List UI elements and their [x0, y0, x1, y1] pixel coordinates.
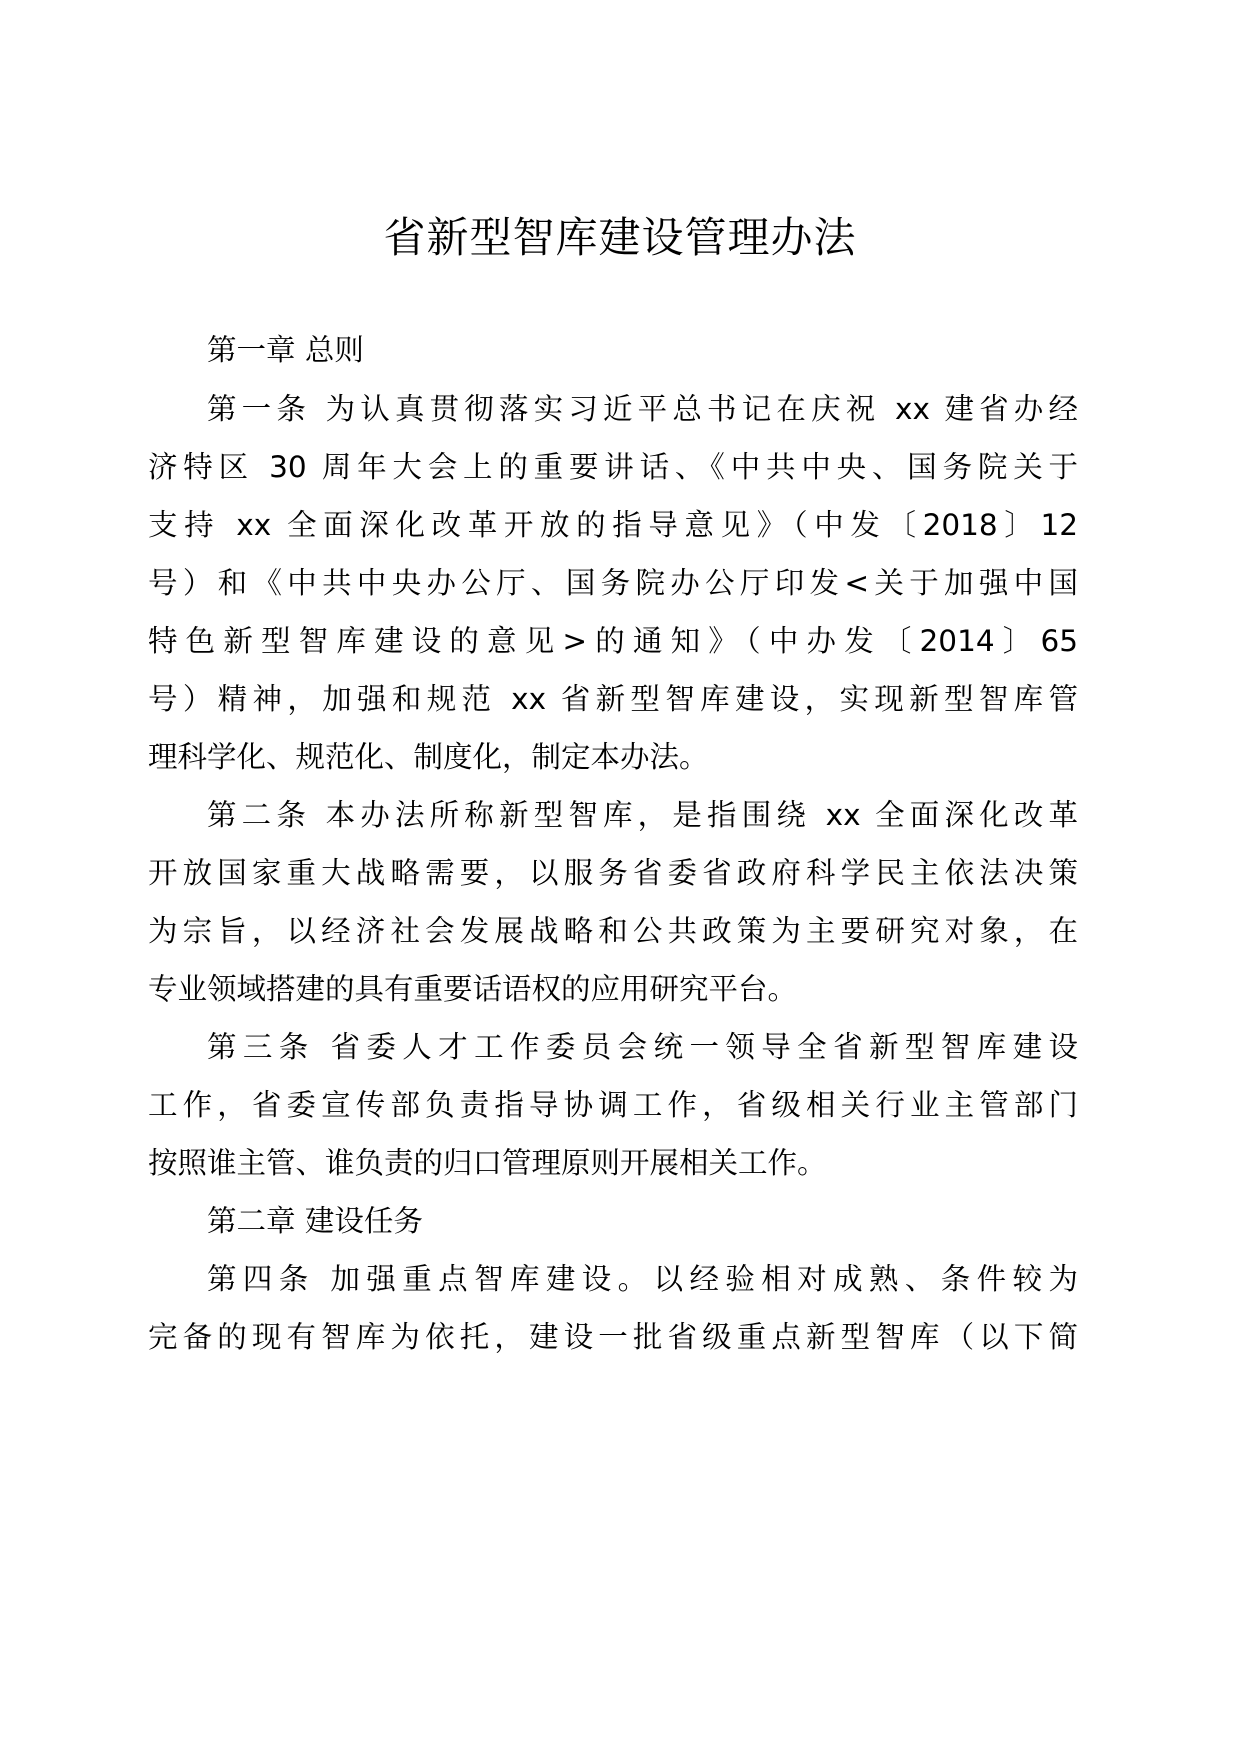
article-1-line-3: 支持 xx 全面深化改革开放的指导意见》（中发〔2018〕12: [148, 508, 1078, 542]
chapter-heading-2: 第二章 建设任务: [207, 1204, 423, 1238]
article-3-line-3: 按照谁主管、谁负责的归口管理原则开展相关工作。: [148, 1146, 827, 1180]
article-4-line-2: 完备的现有智库为依托，建设一批省级重点新型智库（以下简: [148, 1320, 1078, 1354]
article-1-line-5: 特色新型智库建设的意见>的通知》（中办发〔2014〕65: [148, 624, 1078, 658]
article-1-line-1: 第一条 为认真贯彻落实习近平总书记在庆祝 xx 建省办经: [207, 392, 1078, 426]
article-2-line-2: 开放国家重大战略需要，以服务省委省政府科学民主依法决策: [148, 856, 1078, 890]
article-1-line-6: 号）精神，加强和规范 xx 省新型智库建设，实现新型智库管: [148, 682, 1078, 716]
chapter-heading-1: 第一章 总则: [207, 333, 364, 367]
article-2-line-1: 第二条 本办法所称新型智库，是指围绕 xx 全面深化改革: [207, 798, 1078, 832]
document-title: 省新型智库建设管理办法: [383, 213, 857, 262]
article-3-line-1: 第三条 省委人才工作委员会统一领导全省新型智库建设: [207, 1030, 1078, 1064]
article-1-line-2: 济特区 30 周年大会上的重要讲话、《中共中央、国务院关于: [148, 450, 1078, 484]
article-3-line-2: 工作，省委宣传部负责指导协调工作，省级相关行业主管部门: [148, 1088, 1078, 1122]
article-4-line-1: 第四条 加强重点智库建设。以经验相对成熟、条件较为: [207, 1262, 1078, 1296]
article-2-line-3: 为宗旨，以经济社会发展战略和公共政策为主要研究对象，在: [148, 914, 1078, 948]
article-1-line-4: 号）和《中共中央办公厅、国务院办公厅印发<关于加强中国: [148, 566, 1078, 600]
article-2-line-4: 专业领域搭建的具有重要话语权的应用研究平台。: [148, 972, 798, 1006]
article-1-line-7: 理科学化、规范化、制度化，制定本办法。: [148, 740, 709, 774]
